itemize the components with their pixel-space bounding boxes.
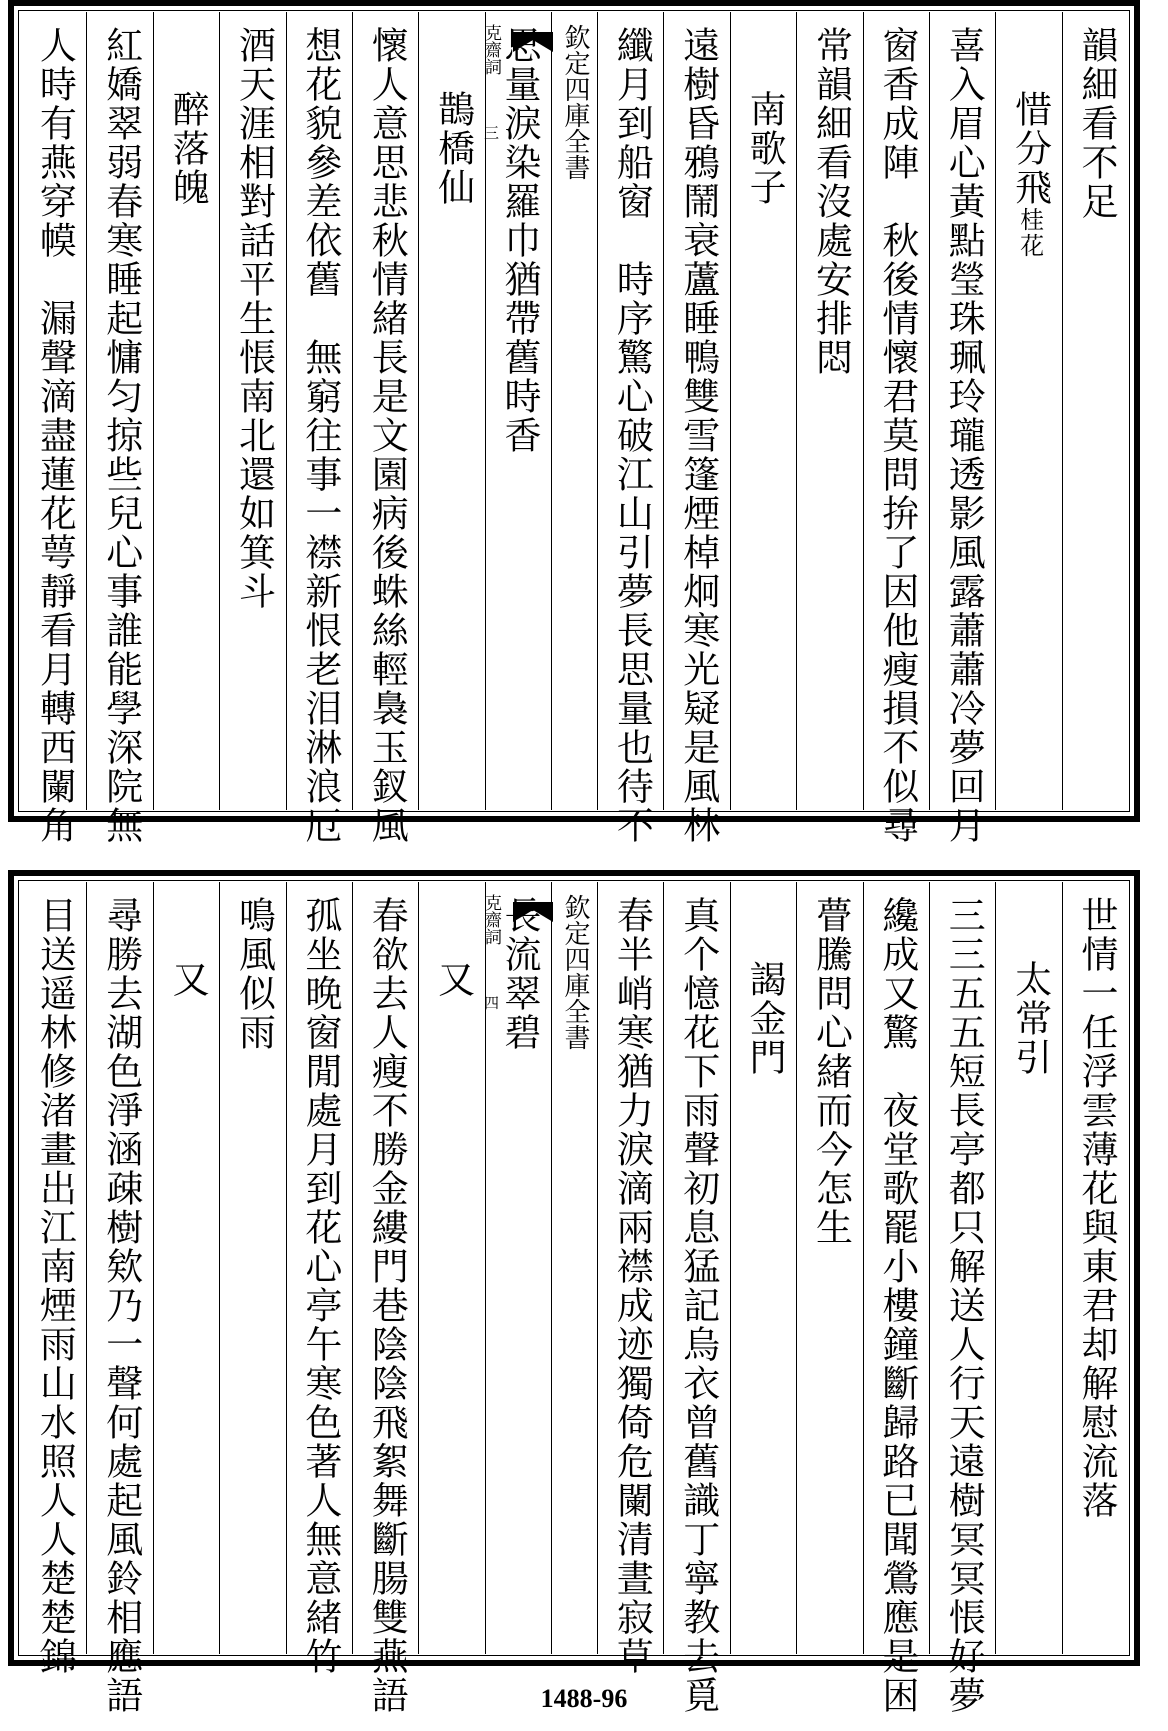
text-column: 目送遥林修渚畫出江南煙雨山水照人人楚楚錦 <box>33 896 77 1676</box>
text-column: 紅嬌翠弱春寒睡起慵匀掠些兒心事誰能學深院無 <box>86 12 152 810</box>
text-column: 鵲橋仙 <box>418 12 484 810</box>
text-column: 窗香成陣 秋後情懷君莫問拚了因他瘦損不似尋 <box>863 12 929 810</box>
work-title: 克齋詞 <box>481 894 501 945</box>
text-column: 想花貌參差依舊 無窮往事一襟新恨老泪淋浪厄 <box>286 12 352 810</box>
text-column: 喜入眉心黃點瑩珠珮玲瓏透影風露蕭蕭冷夢回月 <box>929 12 995 810</box>
text-column: 鳴風似雨 <box>219 882 285 1654</box>
text-column: 真个憶花下雨聲初息猛記烏衣曾舊識丁寧教去覓 <box>663 882 729 1654</box>
text-column: 醉落魄 <box>153 12 219 810</box>
text-column: 惜分飛桂花 <box>995 12 1061 810</box>
work-title: 克齋詞 <box>481 24 501 75</box>
book-title: 欽定四庫全書 <box>560 894 590 1050</box>
text-column: 春欲去人瘦不勝金縷門巷陰陰飛絮舞斷腸雙燕語 <box>352 882 418 1654</box>
subtitle-annotation: 桂花 <box>1015 207 1044 259</box>
text-column: 太常引 <box>995 882 1061 1654</box>
text-column: 酒天涯相對話平生悵南北還如箕斗 <box>219 12 285 810</box>
text-column: 瞢騰問心緒而今怎生 <box>796 882 862 1654</box>
upper-page <box>8 0 1140 845</box>
text-column: 世情一任浮雲薄花與東君却解慰流落 <box>1062 882 1128 1654</box>
text-column: 懷人意思悲秋情緒長是文園病後蛛絲輕裊玉釵風 <box>352 12 418 810</box>
text-column: 長流翠碧 <box>485 882 551 1654</box>
text-column: 孤坐晚窗閒處月到花心亭午寒色著人無意緒竹 <box>286 882 352 1654</box>
text-column: 尋勝去湖色淨涵疎樹欸乃一聲何處起風鈴相應語 <box>86 882 152 1654</box>
text-column: 謁金門 <box>730 882 796 1654</box>
text-column: 常韻細看沒處安排悶 <box>796 12 862 810</box>
text-column: 又 <box>153 882 219 1654</box>
book-title: 欽定四庫全書 <box>560 24 590 180</box>
text-column: 纖月到船窗 時序驚心破江山引夢長思量也待不 <box>597 12 663 810</box>
text-column: 韻細看不足 <box>1062 12 1128 810</box>
text-column: 三三五五短長亭都只解送人行天遠樹冥冥悵好夢 <box>929 882 995 1654</box>
text-column: 南歌子 <box>730 12 796 810</box>
text-column: 遠樹昏鴉鬧衰蘆睡鴨雙雪篷煙棹炯寒光疑是風林 <box>663 12 729 810</box>
upper-page-columns <box>20 12 1128 845</box>
text-column: 人時有燕穿幙 漏聲滴盡蓮花萼靜看月轉西闌角 <box>33 26 77 845</box>
page-code: 1488-96 <box>540 1684 628 1713</box>
text-column: 思量淚染羅巾猶帶舊時香 <box>485 12 551 810</box>
text-column: 春半峭寒猶力淚滴兩襟成迹獨倚危闌清晝寂草 <box>597 882 663 1654</box>
text-column: 又 <box>418 882 484 1654</box>
page-number: 四 <box>482 995 500 1010</box>
page-number: 三 <box>482 125 500 140</box>
text-column: 纔成又驚 夜堂歌罷小樓鐘斷歸路已聞鶯應是困 <box>863 882 929 1654</box>
